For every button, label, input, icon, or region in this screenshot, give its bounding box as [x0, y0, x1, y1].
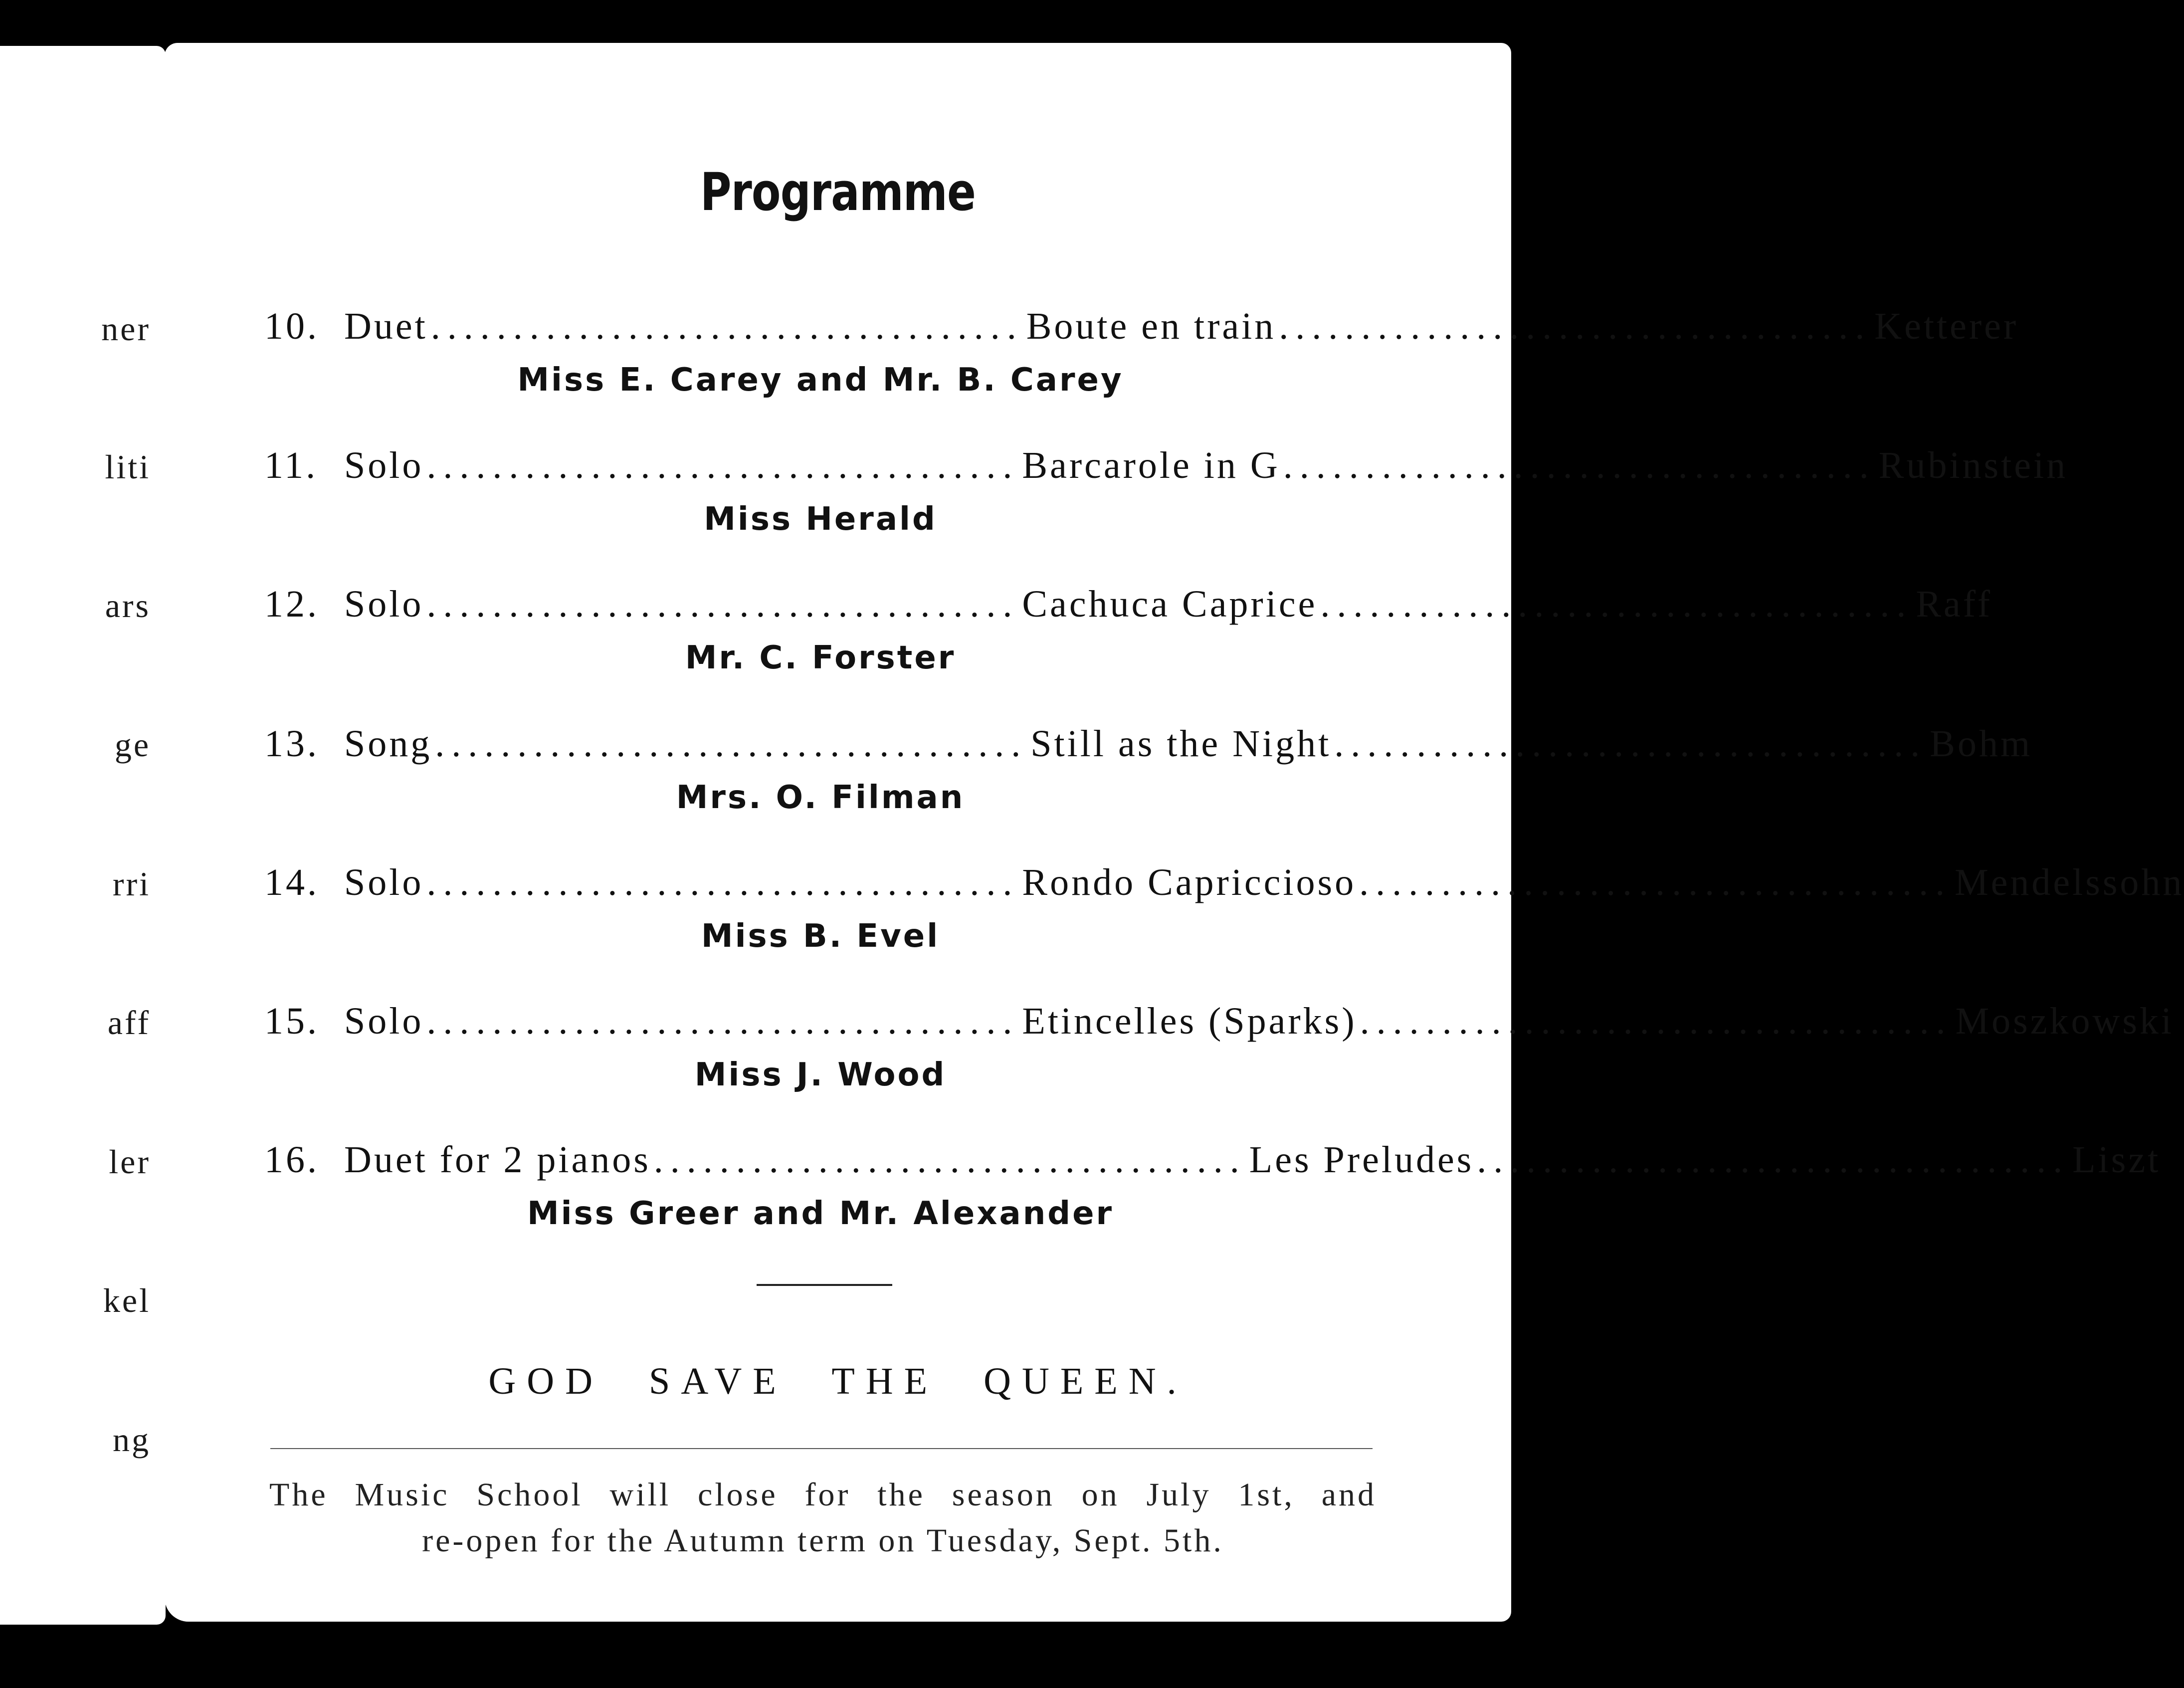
- programme-item: [264, 1138, 2161, 1232]
- dot-leader: ....................................: [426, 444, 1019, 486]
- item-composer: Ketterer: [1874, 305, 2019, 347]
- footer-line: re-open for the Autumn term on Tuesday, Sept. 5th.: [422, 1522, 1224, 1559]
- left-fragment-text: rri: [112, 865, 151, 903]
- programme-page: [165, 43, 2184, 1622]
- item-composer: Raff: [1916, 583, 1992, 625]
- left-fragment-text: aff: [107, 1004, 151, 1042]
- left-fragment-text: ars: [105, 587, 151, 625]
- dot-leader: ....................................: [426, 1000, 1019, 1042]
- item-line: [264, 305, 2019, 355]
- item-piece: Barcarole in G: [1022, 444, 1280, 486]
- dot-leader: ....................................: [1334, 723, 1927, 765]
- dot-leader: ....................................: [1320, 583, 1913, 625]
- item-line: [264, 583, 1992, 633]
- item-composer: Mendelssohn: [1955, 861, 2184, 903]
- dot-leader: ....................................: [1477, 1139, 2070, 1181]
- dot-leader: ....................................: [653, 1139, 1246, 1181]
- item-piece: Still as the Night: [1030, 723, 1332, 765]
- item-type: Duet: [344, 305, 428, 347]
- item-performer: Miss B. Evel: [701, 918, 940, 955]
- dot-leader: ....................................: [426, 583, 1019, 625]
- item-number: 10.: [264, 305, 319, 347]
- programme-item: [264, 722, 2033, 816]
- item-number: 14.: [264, 861, 319, 903]
- item-performer: Miss E. Carey and Mr. B. Carey: [517, 362, 1124, 399]
- item-performer: Miss J. Wood: [694, 1056, 947, 1093]
- item-composer: Bohm: [1930, 723, 2033, 765]
- programme-item: [264, 861, 2184, 955]
- item-line: [264, 722, 2033, 772]
- dot-leader: ....................................: [426, 861, 1019, 903]
- item-number: 12.: [264, 583, 319, 625]
- footer-notice: [269, 1472, 1377, 1564]
- dot-leader: ....................................: [430, 305, 1023, 347]
- item-performer: Mr. C. Forster: [685, 639, 956, 676]
- item-number: 11.: [264, 444, 318, 486]
- footer-line: The Music School will close for the season on July 1st, and: [269, 1477, 1377, 1513]
- item-composer: Liszt: [2072, 1139, 2161, 1181]
- item-type: Solo: [344, 583, 424, 625]
- dot-leader: ....................................: [435, 723, 1028, 765]
- left-fragment-text: ge: [114, 726, 151, 764]
- item-line: [264, 1000, 2175, 1050]
- item-composer: Rubinstein: [1878, 444, 2068, 486]
- left-fragment-text: kel: [103, 1281, 151, 1319]
- dot-leader: ....................................: [1279, 305, 1872, 347]
- item-number: 16.: [264, 1139, 319, 1181]
- programme-item: [264, 305, 2019, 399]
- item-line: [264, 1138, 2161, 1188]
- dot-leader: ....................................: [1360, 1000, 1953, 1042]
- left-page-fragment: [0, 46, 166, 1625]
- dot-leader: ....................................: [1283, 444, 1876, 486]
- item-number: 13.: [264, 723, 319, 765]
- programme-item: [264, 583, 1992, 676]
- programme-item: [264, 444, 2068, 538]
- divider-long: [270, 1448, 1373, 1449]
- item-type: Solo: [344, 1000, 424, 1042]
- left-fragment-text: ler: [109, 1143, 151, 1181]
- item-type: Duet for 2 pianos: [344, 1139, 651, 1181]
- dot-leader: ....................................: [1359, 861, 1952, 903]
- programme-item: [264, 1000, 2175, 1093]
- item-piece: Boute en train: [1026, 305, 1276, 347]
- item-piece: Cachuca Caprice: [1022, 583, 1318, 625]
- item-number: 15.: [264, 1000, 319, 1042]
- page-title: Programme: [700, 162, 976, 222]
- left-fragment-text: ng: [113, 1421, 151, 1459]
- item-piece: Rondo Capriccioso: [1022, 861, 1357, 903]
- item-type: Solo: [344, 861, 424, 903]
- item-performer: Miss Greer and Mr. Alexander: [527, 1195, 1114, 1232]
- item-type: Song: [344, 723, 432, 765]
- item-piece: Les Preludes: [1249, 1139, 1474, 1181]
- item-composer: Moszkowski: [1955, 1000, 2175, 1042]
- left-fragment-text: liti: [105, 448, 151, 486]
- item-line: [264, 444, 2068, 494]
- item-line: [264, 861, 2184, 911]
- item-performer: Mrs. O. Filman: [676, 779, 965, 816]
- divider-short: [757, 1284, 892, 1286]
- item-type: Solo: [344, 444, 424, 486]
- item-performer: Miss Herald: [704, 501, 937, 538]
- item-piece: Etincelles (Sparks): [1022, 1000, 1357, 1042]
- anthem-heading: GOD SAVE THE QUEEN.: [488, 1360, 1188, 1402]
- left-fragment-text: ner: [101, 310, 151, 348]
